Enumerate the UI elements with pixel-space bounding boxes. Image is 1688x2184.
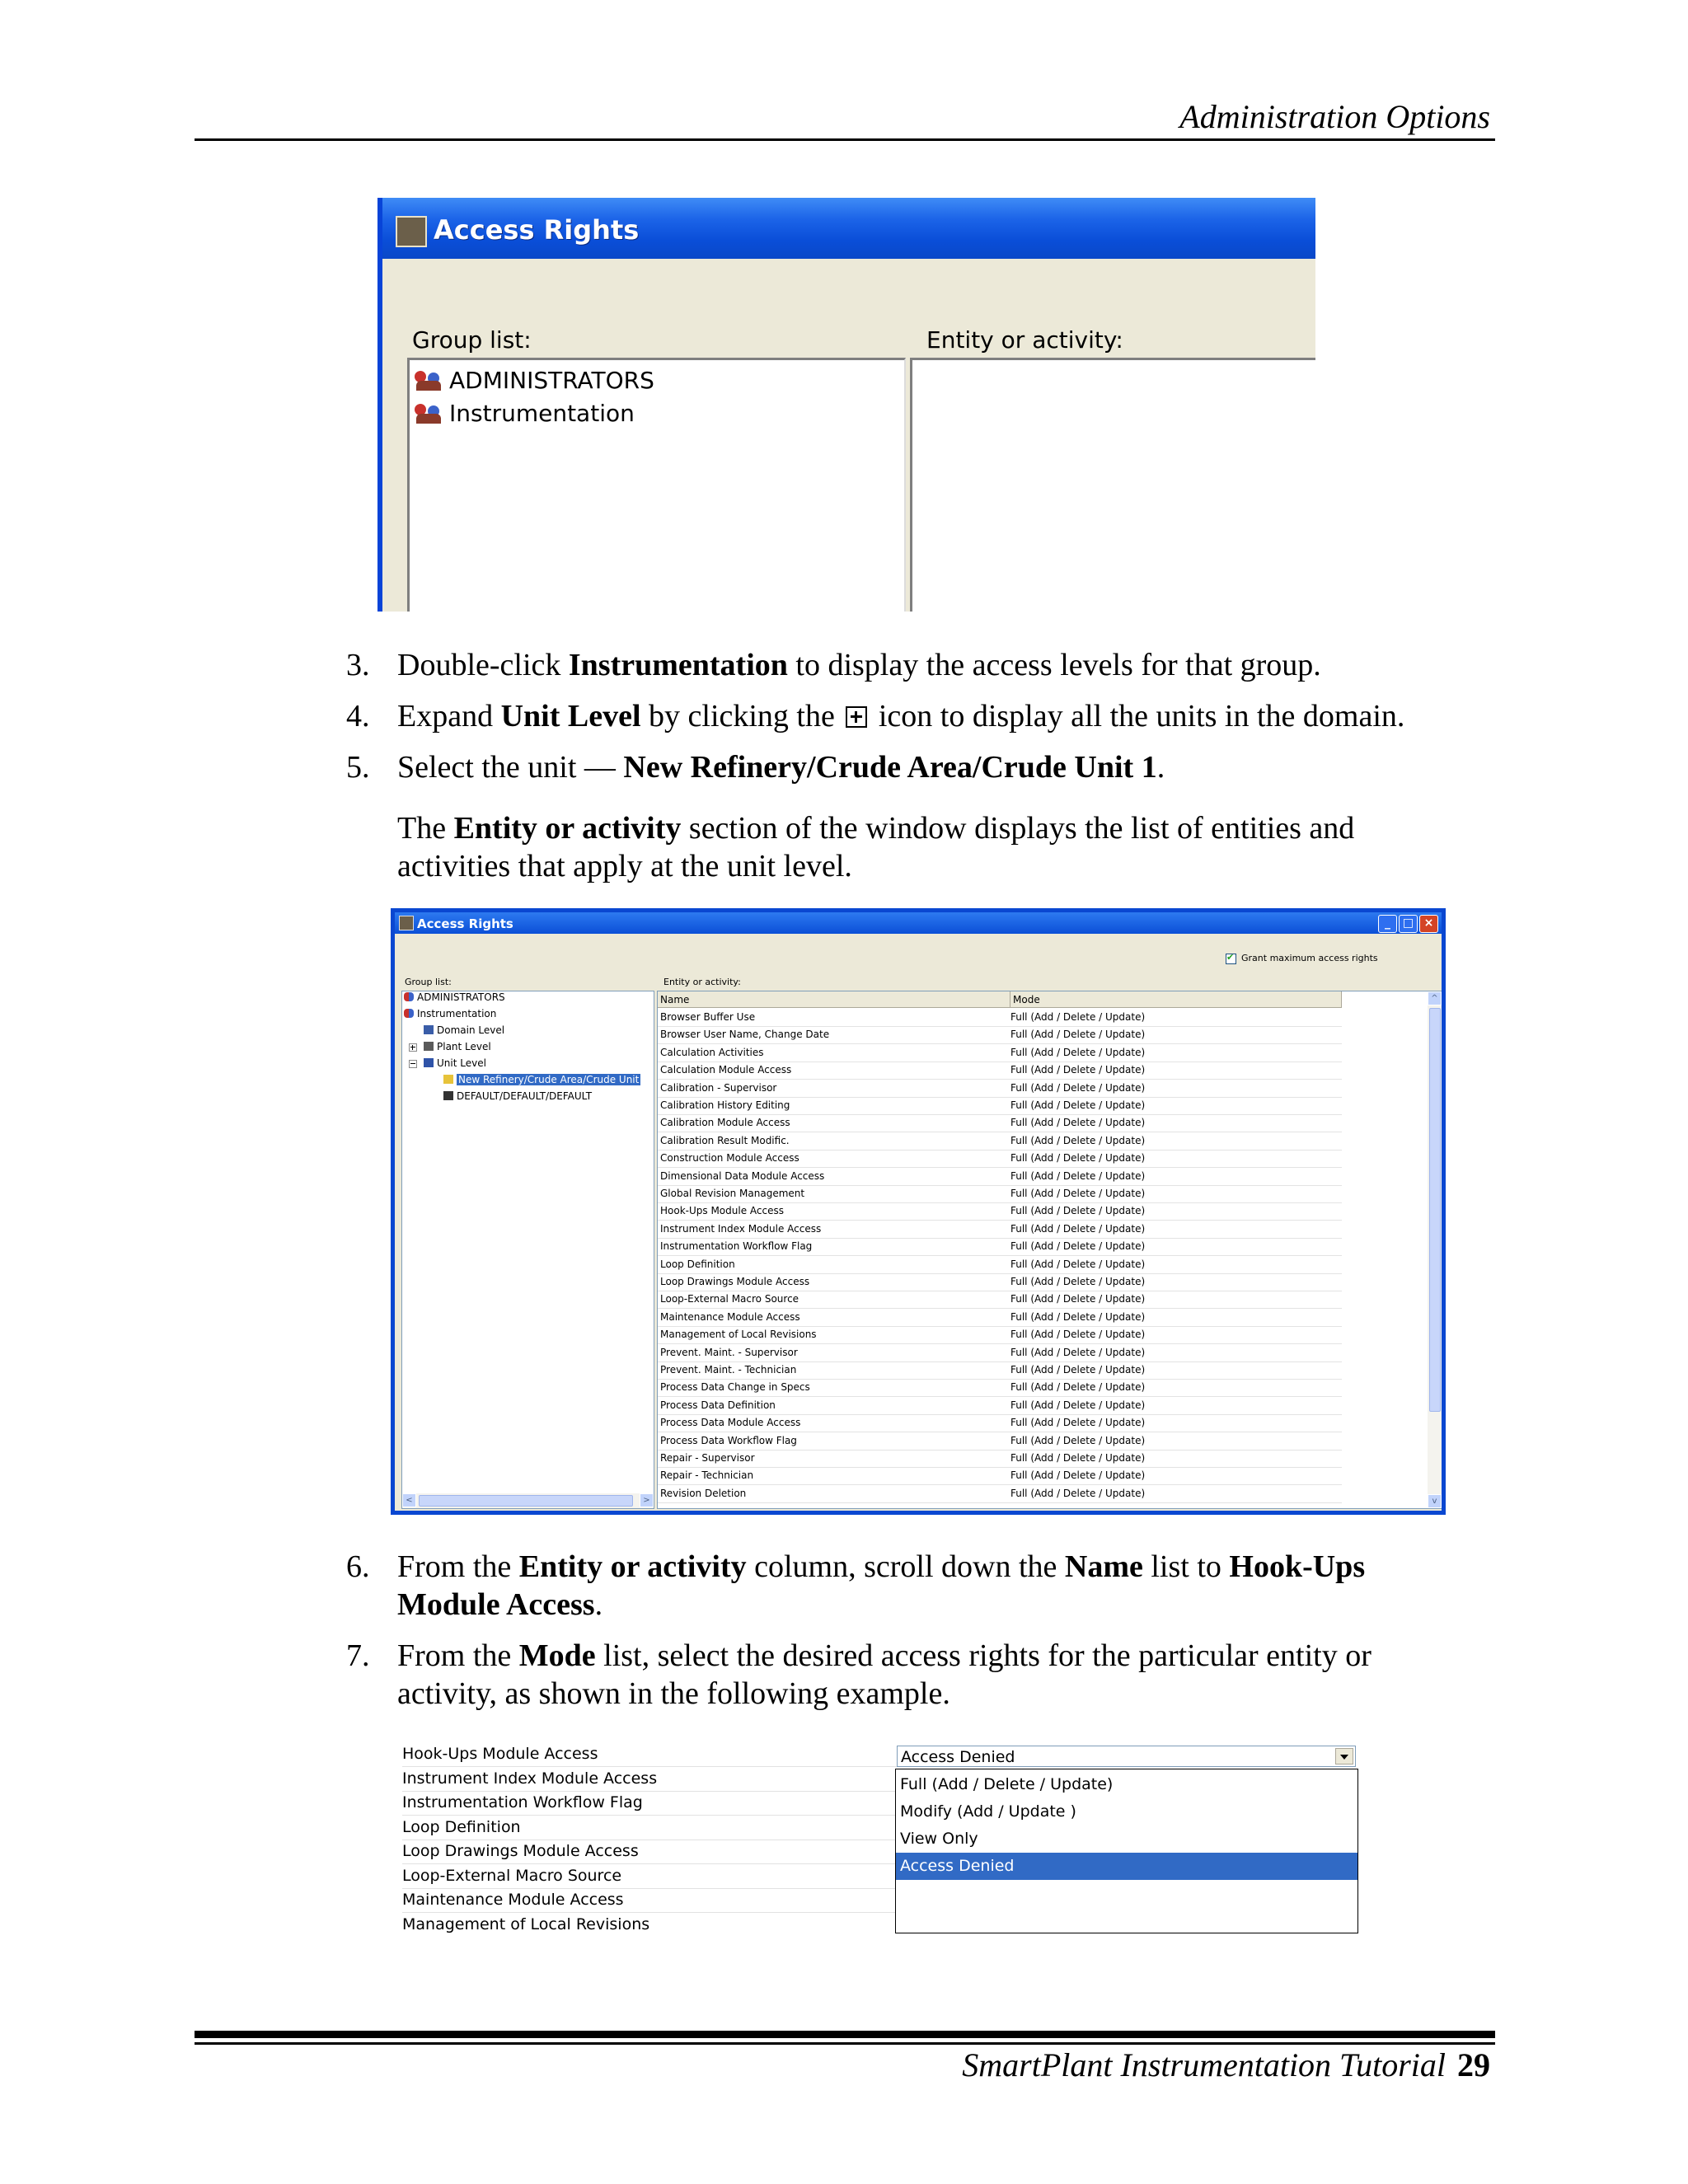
entity-mode-cell[interactable]: Full (Add / Delete / Update) (1010, 1329, 1146, 1341)
entity-name-cell: Construction Module Access (660, 1152, 799, 1165)
entity-name-cell: Calculation Activities (660, 1046, 764, 1058)
entity-name-cell: Browser User Name, Change Date (660, 1029, 830, 1041)
entity-mode-cell[interactable]: Full (Add / Delete / Update) (1010, 1240, 1146, 1253)
grant-max-checkbox[interactable] (1226, 954, 1236, 964)
entity-label: Entity or activity: (926, 326, 1123, 354)
tree-item-new-refinery-unit[interactable]: New Refinery/Crude Area/Crude Unit (443, 1074, 640, 1085)
plant-icon (424, 1042, 434, 1051)
tree-item-instrumentation[interactable]: Instrumentation (404, 1008, 496, 1019)
entity-mode-cell[interactable]: Full (Add / Delete / Update) (1010, 1011, 1146, 1023)
mode-dropdown-example (402, 1742, 1358, 1937)
entity-name-cell: Instrumentation Workflow Flag (660, 1240, 813, 1253)
column-header-name[interactable]: Name (658, 991, 1010, 1008)
group-item-instrumentation[interactable]: Instrumentation (415, 400, 635, 427)
dropdown-arrow-icon[interactable] (1335, 1748, 1353, 1765)
entity-name-cell: Hook-Ups Module Access (660, 1205, 784, 1217)
entity-mode-cell[interactable]: Full (Add / Delete / Update) (1010, 1169, 1146, 1182)
entity-name-cell: Process Data Module Access (660, 1417, 801, 1429)
window-title: Access Rights (434, 214, 640, 246)
entity-mode-cell[interactable]: Full (Add / Delete / Update) (1010, 1434, 1146, 1446)
plant-level-expand-icon[interactable] (409, 1043, 417, 1052)
entity-mode-cell[interactable]: Full (Add / Delete / Update) (1010, 1064, 1146, 1076)
entity-name-row[interactable]: Loop Drawings Module Access (402, 1840, 897, 1864)
page-number: 29 (1457, 2046, 1490, 2083)
tree-item-default-unit[interactable]: DEFAULT/DEFAULT/DEFAULT (443, 1090, 592, 1102)
entity-mode-cell[interactable]: Full (Add / Delete / Update) (1010, 1487, 1146, 1499)
footer-rule-thin (195, 2042, 1495, 2045)
entity-row[interactable] (658, 1221, 1342, 1239)
entity-mode-cell[interactable]: Full (Add / Delete / Update) (1010, 1452, 1146, 1464)
access-rights-icon (399, 916, 414, 930)
entity-name-row[interactable]: Loop-External Macro Source (402, 1864, 897, 1889)
entity-mode-cell[interactable]: Full (Add / Delete / Update) (1010, 1381, 1146, 1394)
tree-item-administrators[interactable]: ADMINISTRATORS (404, 991, 505, 1003)
entity-name-cell: Global Revision Management (660, 1188, 805, 1199)
entity-name-cell: Repair - Supervisor (660, 1452, 755, 1464)
unit-icon (424, 1058, 434, 1067)
entity-row[interactable] (658, 1397, 1342, 1415)
entity-mode-cell[interactable]: Full (Add / Delete / Update) (1010, 1222, 1146, 1235)
group-icon (404, 1009, 414, 1018)
entity-name-cell: Loop Drawings Module Access (660, 1276, 810, 1287)
entity-mode-cell[interactable]: Full (Add / Delete / Update) (1010, 1117, 1146, 1129)
access-rights-window-partial (377, 198, 1315, 612)
entity-name-row[interactable]: Instrumentation Workflow Flag (402, 1791, 897, 1816)
maximize-button[interactable] (1399, 915, 1418, 933)
scroll-thumb[interactable] (1429, 1008, 1441, 1412)
entity-row[interactable] (658, 1467, 1342, 1485)
group-list[interactable] (407, 358, 906, 612)
entity-row[interactable] (658, 1485, 1342, 1503)
entity-mode-cell[interactable]: Full (Add / Delete / Update) (1010, 1417, 1146, 1429)
entity-name-cell: Calibration Result Modific. (660, 1134, 790, 1146)
entity-name-row[interactable]: Management of Local Revisions (402, 1913, 897, 1938)
mode-option-access-denied[interactable]: Access Denied (896, 1853, 1357, 1880)
entity-row[interactable] (658, 1062, 1342, 1080)
mode-option-modify[interactable]: Modify (Add / Update ) (900, 1802, 1076, 1821)
entity-name-cell: Prevent. Maint. - Supervisor (660, 1346, 798, 1358)
entity-row[interactable] (658, 1202, 1342, 1221)
entity-mode-cell[interactable]: Full (Add / Delete / Update) (1010, 1081, 1146, 1094)
entity-name-cell: Calibration - Supervisor (660, 1081, 777, 1094)
entity-mode-cell[interactable]: Full (Add / Delete / Update) (1010, 1099, 1146, 1111)
group-item-administrators[interactable]: ADMINISTRATORS (415, 367, 654, 394)
window-title: Access Rights (417, 916, 513, 931)
entity-row[interactable] (658, 1309, 1342, 1327)
entity-name-cell: Calibration Module Access (660, 1117, 790, 1129)
unit-level-collapse-icon[interactable] (409, 1060, 417, 1068)
entity-mode-cell[interactable]: Full (Add / Delete / Update) (1010, 1469, 1146, 1482)
entity-row[interactable] (658, 1026, 1342, 1044)
title-bar (395, 912, 1442, 934)
group-list-label: Group list: (405, 977, 452, 987)
close-button[interactable] (1419, 915, 1438, 933)
grant-max-label: Grant maximum access rights (1241, 953, 1378, 963)
entity-table[interactable] (657, 991, 1443, 1509)
group-icon (415, 404, 443, 424)
entity-row[interactable] (658, 1379, 1342, 1397)
mode-option-view-only[interactable]: View Only (900, 1830, 978, 1848)
entity-name-cell: Process Data Workflow Flag (660, 1434, 797, 1446)
entity-mode-cell[interactable]: Full (Add / Delete / Update) (1010, 1029, 1146, 1041)
tree-item-unit-level[interactable]: Unit Level (424, 1057, 486, 1069)
entity-row[interactable] (658, 1326, 1342, 1344)
explanation-paragraph: The Entity or activity section of the window displays the list of entities and activities that apply at the unit level. (397, 811, 1355, 883)
entity-mode-cell[interactable]: Full (Add / Delete / Update) (1010, 1046, 1146, 1058)
entity-name-row[interactable]: Instrument Index Module Access (402, 1767, 897, 1792)
scroll-left-button[interactable]: < (402, 1493, 416, 1507)
group-tree[interactable] (401, 991, 654, 1509)
entity-row[interactable] (658, 1097, 1342, 1115)
scroll-up-button[interactable]: ^ (1428, 991, 1442, 1005)
domain-icon (424, 1025, 434, 1034)
entity-mode-cell[interactable]: Full (Add / Delete / Update) (1010, 1364, 1146, 1376)
tree-horizontal-scrollbar[interactable] (402, 1493, 654, 1508)
entity-row[interactable] (658, 1414, 1342, 1432)
mode-dropdown-list[interactable] (895, 1769, 1358, 1933)
entity-name-cell: Loop Definition (660, 1258, 735, 1270)
scroll-thumb[interactable] (419, 1495, 633, 1507)
entity-mode-cell[interactable]: Full (Add / Delete / Update) (1010, 1346, 1146, 1358)
entity-name-cell: Loop-External Macro Source (660, 1293, 799, 1305)
unit-icon (443, 1091, 453, 1100)
entity-name-cell: Prevent. Maint. - Technician (660, 1364, 797, 1376)
entity-mode-cell[interactable]: Full (Add / Delete / Update) (1010, 1293, 1146, 1305)
entity-name-cell: Revision Deletion (660, 1487, 747, 1499)
entity-name-row[interactable]: Loop Definition (402, 1816, 897, 1840)
unit-folder-icon (443, 1075, 453, 1084)
entity-row[interactable] (658, 1273, 1342, 1291)
access-rights-icon (396, 216, 427, 247)
entity-label: Entity or activity: (663, 977, 741, 987)
footer-rule (195, 2031, 1495, 2038)
entity-name-cell: Process Data Definition (660, 1399, 776, 1411)
entity-row[interactable] (658, 1168, 1342, 1186)
entity-mode-cell[interactable]: Full (Add / Delete / Update) (1010, 1310, 1146, 1323)
entity-name-cell: Maintenance Module Access (660, 1310, 800, 1323)
minimize-button[interactable] (1378, 915, 1397, 933)
entity-row[interactable] (658, 1361, 1342, 1380)
entity-mode-cell[interactable]: Full (Add / Delete / Update) (1010, 1205, 1146, 1217)
tree-item-domain-level[interactable]: Domain Level (424, 1024, 504, 1036)
column-header-mode[interactable]: Mode (1010, 991, 1342, 1008)
maximize-icon: □ (1402, 916, 1414, 930)
entity-name-cell: Dimensional Data Module Access (660, 1169, 825, 1182)
group-list-label: Group list: (412, 326, 532, 354)
entity-row[interactable] (658, 1114, 1342, 1132)
scroll-right-button[interactable]: > (640, 1493, 654, 1507)
group-icon (404, 992, 414, 1001)
group-icon (415, 371, 443, 391)
entity-row[interactable] (658, 1291, 1342, 1309)
mode-combobox[interactable]: Access Denied (897, 1746, 1356, 1767)
entity-name-cell: Browser Buffer Use (660, 1011, 756, 1023)
footer-title: SmartPlant Instrumentation Tutorial (962, 2046, 1446, 2083)
entity-mode-cell[interactable]: Full (Add / Delete / Update) (1010, 1399, 1146, 1411)
entity-mode-cell[interactable]: Full (Add / Delete / Update) (1010, 1258, 1146, 1270)
entity-list[interactable] (910, 358, 1315, 612)
entity-name-cell: Calculation Module Access (660, 1064, 792, 1076)
title-bar (382, 198, 1315, 259)
expand-plus-icon (846, 706, 867, 728)
running-header: Administration Options (1179, 98, 1490, 135)
scroll-down-button[interactable]: v (1428, 1494, 1442, 1508)
entity-name-row[interactable]: Hook-Ups Module Access (402, 1742, 897, 1767)
entity-mode-cell[interactable]: Full (Add / Delete / Update) (1010, 1188, 1146, 1199)
mode-option-full[interactable]: Full (Add / Delete / Update) (900, 1775, 1114, 1793)
tree-item-plant-level[interactable]: Plant Level (424, 1041, 491, 1052)
entity-name-cell: Instrument Index Module Access (660, 1222, 822, 1235)
entity-row[interactable] (658, 1450, 1342, 1468)
entity-name-cell: Repair - Technician (660, 1469, 754, 1482)
entity-mode-cell[interactable]: Full (Add / Delete / Update) (1010, 1276, 1146, 1287)
entity-row[interactable] (658, 1009, 1342, 1027)
access-rights-window (391, 908, 1446, 1515)
entity-row[interactable] (658, 1080, 1342, 1098)
entity-name-cell: Calibration History Editing (660, 1099, 790, 1111)
header-rule (195, 138, 1495, 141)
entity-row[interactable] (658, 1132, 1342, 1151)
entity-name-cell: Management of Local Revisions (660, 1329, 817, 1341)
entity-row[interactable] (658, 1344, 1342, 1362)
entity-name-cell: Process Data Change in Specs (660, 1381, 810, 1394)
minimize-icon: _ (1385, 916, 1390, 930)
entity-row[interactable] (658, 1185, 1342, 1203)
entity-vertical-scrollbar[interactable] (1428, 991, 1442, 1508)
entity-mode-cell[interactable]: Full (Add / Delete / Update) (1010, 1152, 1146, 1165)
running-footer (962, 2046, 1490, 2084)
entity-name-row[interactable]: Maintenance Module Access (402, 1888, 897, 1913)
entity-row[interactable] (658, 1150, 1342, 1168)
entity-mode-cell[interactable]: Full (Add / Delete / Update) (1010, 1134, 1146, 1146)
entity-row[interactable] (658, 1044, 1342, 1062)
entity-row[interactable] (658, 1256, 1342, 1274)
close-icon: × (1423, 916, 1434, 930)
entity-row[interactable] (658, 1238, 1342, 1256)
entity-row[interactable] (658, 1432, 1342, 1451)
